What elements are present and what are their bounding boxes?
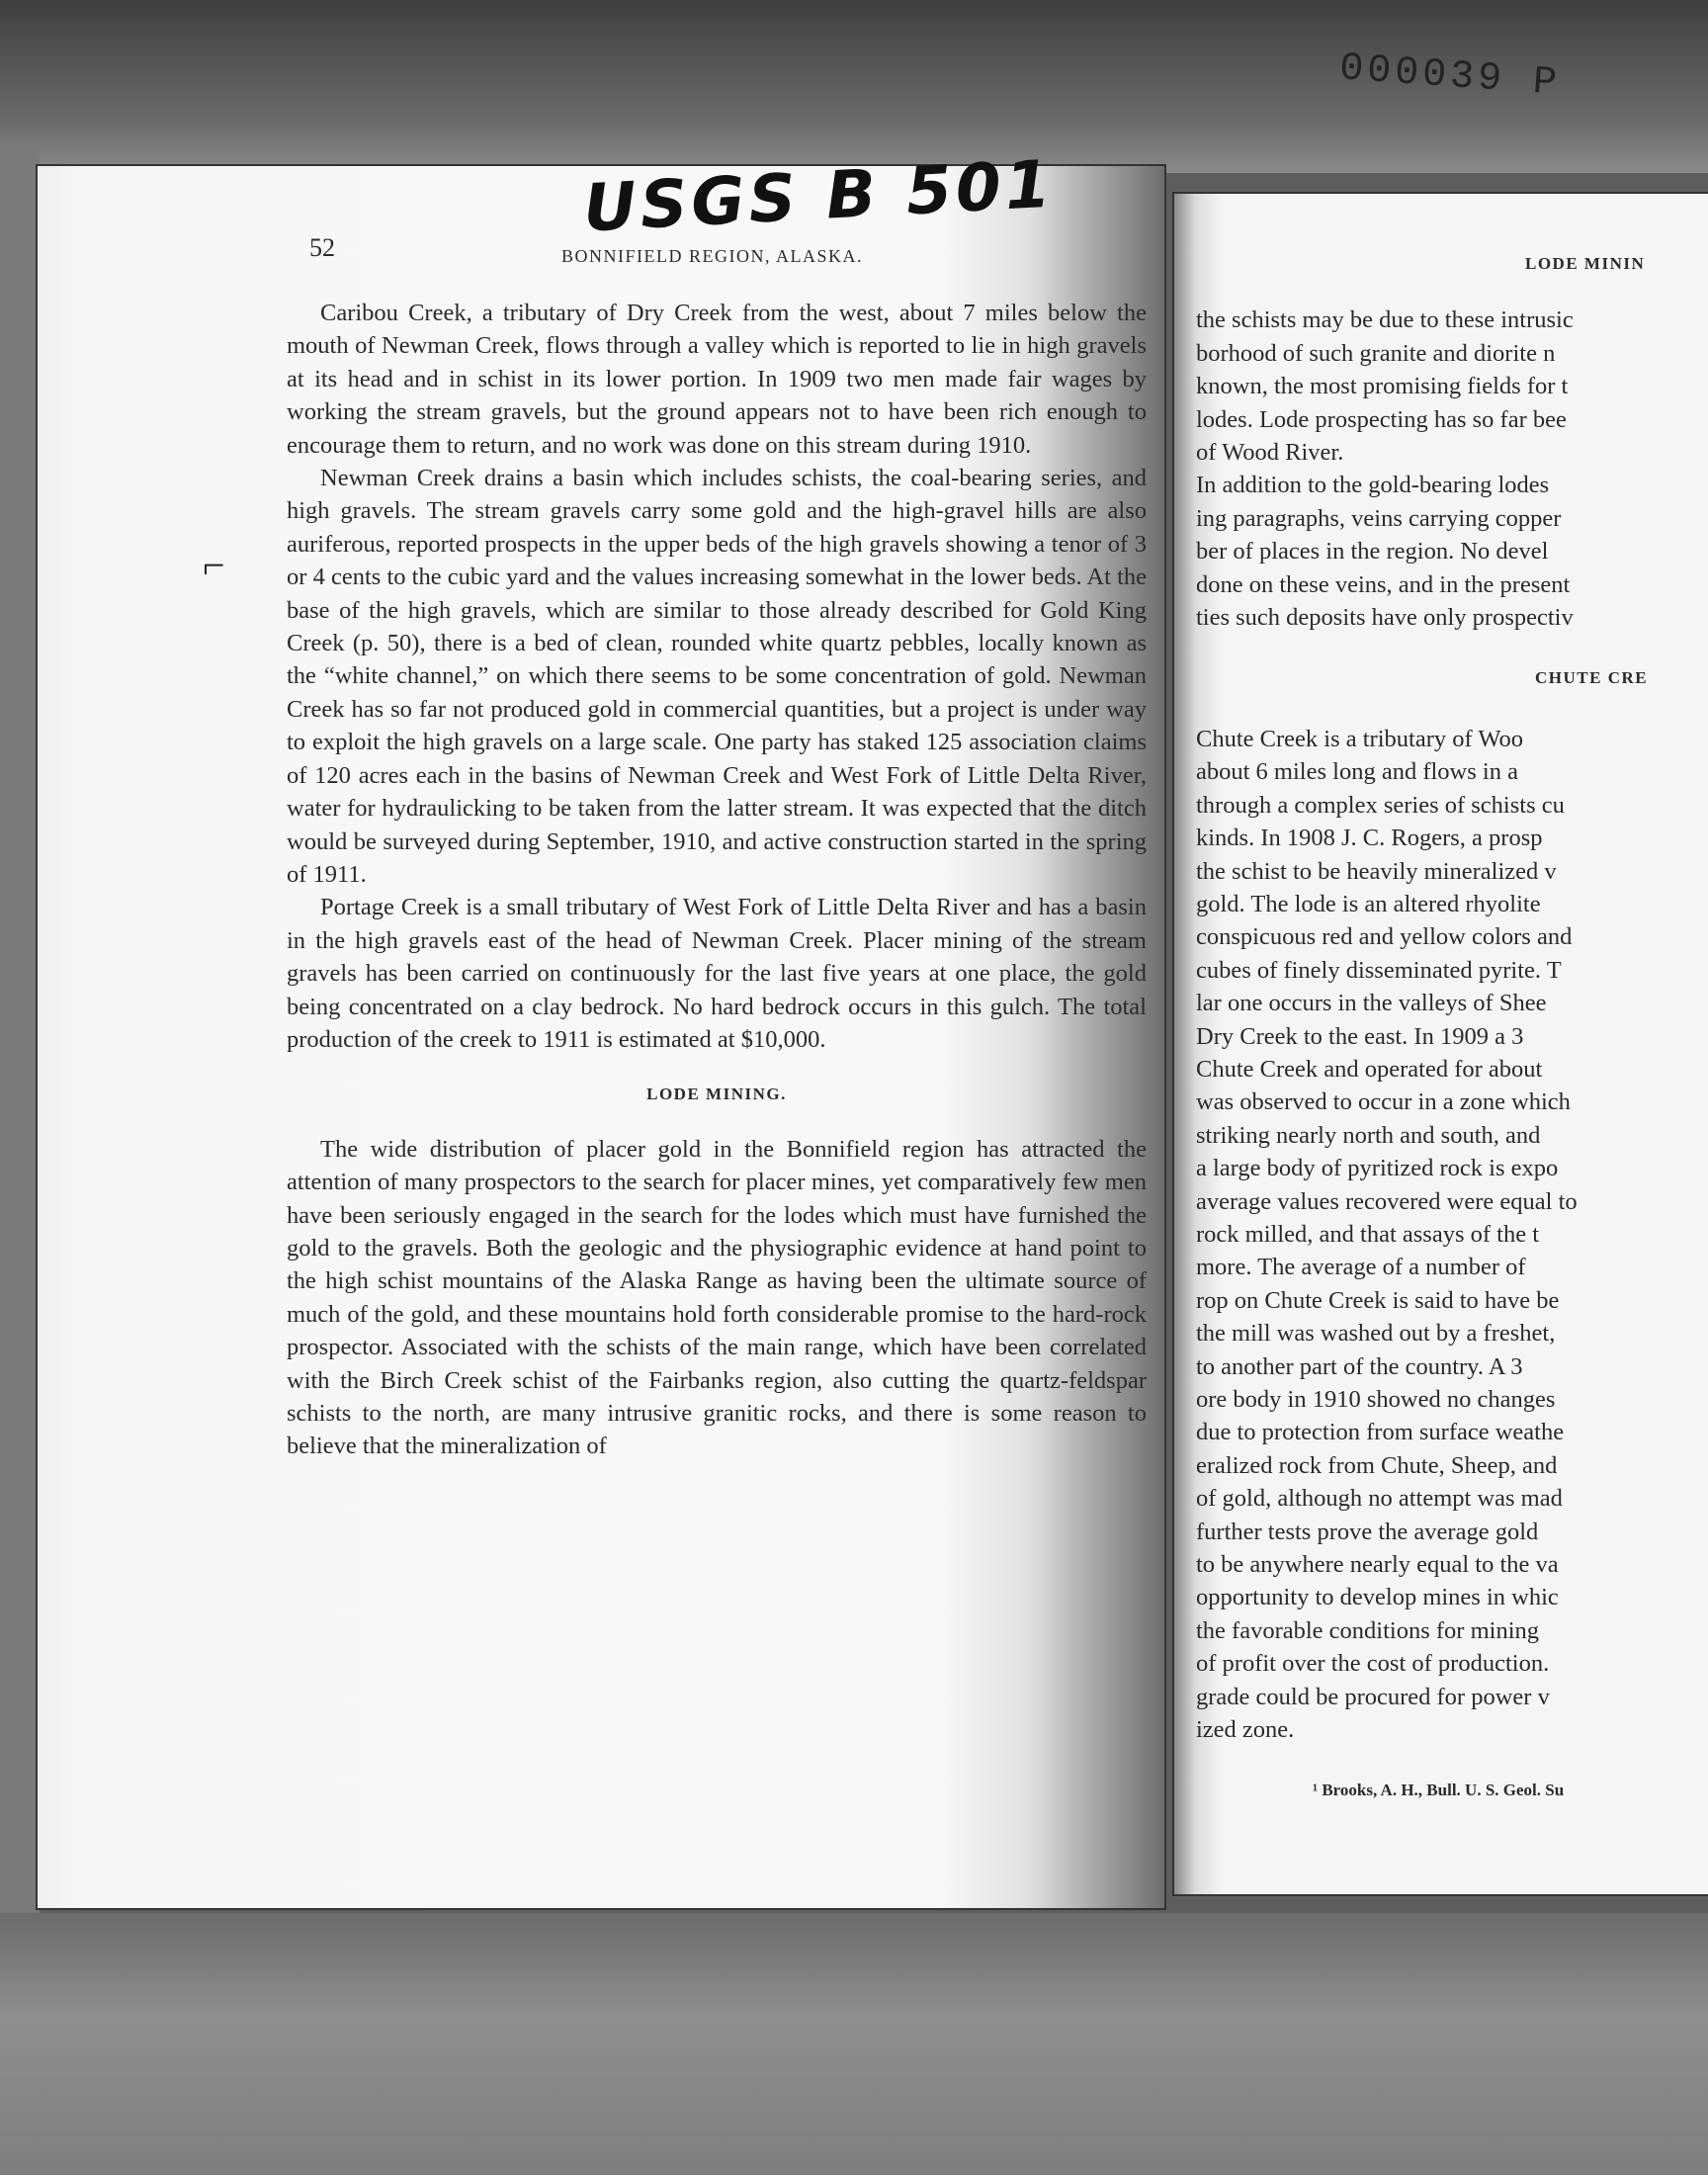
text-line: further tests prove the average gold xyxy=(1196,1518,1539,1545)
paragraph-newman-creek: Newman Creek drains a basin which includes schists, the coal-bearing series, and high gravels. The stream gravels carry some gold and the high-gravel hills are also auriferous, reported prospects in the upper beds of the high gravels showing a tenor of 3 or 4 cents to the cubic yard and the values increasing somewhat in the lower beds. At the base of the high gravels, which are similar to those already described for Gold King Creek (p. 50), there is a bed of clean, rounded white quartz pebbles, locally known as the “white channel,” on which there seems to be some concentration of gold. Newman Creek has so far not produced gold in commercial quantities, but a project is under way to exploit the high gravels on a large scale. One party has staked 125 association claims of 120 acres each in the basins of Newman Creek and West Fork of Little Delta River, water for hydraulicking to be taken from the latter stream. It was expected that the ditch would be surveyed during September, 1910, and active construction started in the spring of 1911. xyxy=(287,465,1147,888)
footnote: ¹ Brooks, A. H., Bull. U. S. Geol. Su xyxy=(1313,1781,1565,1800)
running-head: BONNIFIELD REGION, ALASKA. xyxy=(561,246,863,266)
text-line: done on these veins, and in the present xyxy=(1196,570,1571,598)
left-column-text xyxy=(287,297,1147,1463)
text-line: due to protection from surface weathe xyxy=(1196,1419,1565,1446)
right-column-text xyxy=(1196,247,1678,1807)
text-line: lar one occurs in the valleys of Shee xyxy=(1196,990,1547,1017)
section-heading-chute-creek: CHUTE CRE xyxy=(1535,668,1649,688)
text-line: of gold, although no attempt was mad xyxy=(1196,1485,1563,1513)
text-line: Chute Creek and operated for about xyxy=(1196,1055,1543,1083)
text-line: more. The average of a number of xyxy=(1196,1254,1526,1281)
page-number: 52 xyxy=(309,233,335,262)
text-line: gold. The lode is an altered rhyolite xyxy=(1196,890,1541,917)
text-line: eralized rock from Chute, Sheep, and xyxy=(1196,1451,1558,1479)
text-line: to another part of the country. A 3 xyxy=(1196,1352,1523,1380)
right-page-clip xyxy=(1174,194,1678,1894)
text-line: borhood of such granite and diorite n xyxy=(1196,339,1556,367)
archive-stamp: 000039 P xyxy=(1337,46,1563,107)
right-lines-block-b xyxy=(1196,723,1678,1747)
scan-background-left xyxy=(0,148,40,1928)
text-line: was observed to occur in a zone which xyxy=(1196,1088,1571,1116)
paragraph-caribou-creek: Caribou Creek, a tributary of Dry Creek from the west, about 7 miles below the mouth of Newman Creek, flows through a valley which is reported to lie in high gravels at its head and in schist in its lower portion. In 1909 two men made fair wages by working the stream gravels, but the ground appears not to have been rich enough to encourage them to return, and no work was done on this stream during 1910. xyxy=(287,300,1147,459)
text-line: ized zone. xyxy=(1196,1716,1295,1744)
paragraph-lode-mining: The wide distribution of placer gold in the Bonnifield region has attracted the attention of many prospectors to the search for placer mines, yet comparatively few men have been seriously engaged in the search for the lodes which must have furnished the gold to the gravels. Both the geologic and the physiographic evidence at hand point to the high schist mountains of the Alaska Range as having been the ultimate source of much of the gold, and these mountains hold forth considerable promise to the hard-rock prospector. Associated with the schists of the main range, which have been correlated with the Birch Creek schist of the Fairbanks region, also cutting the quartz-feldspar schists to the north, are many intrusive granitic rocks, and there is some reason to believe that the mineralization of xyxy=(287,1135,1147,1460)
section-heading-lode-mining: LODE MINING. xyxy=(646,1085,787,1104)
text-line: the mill was washed out by a freshet, xyxy=(1196,1320,1556,1348)
text-line: Dry Creek to the east. In 1909 a 3 xyxy=(1196,1022,1524,1050)
text-line: ties such deposits have only prospectiv xyxy=(1196,604,1574,632)
text-line: about 6 miles long and flows in a xyxy=(1196,758,1518,786)
text-line: rock milled, and that assays of the t xyxy=(1196,1220,1539,1248)
right-running-head: LODE MININ xyxy=(1525,254,1646,273)
text-line: ing paragraphs, veins carrying copper xyxy=(1196,504,1562,532)
text-line: a large body of pyritized rock is expo xyxy=(1196,1155,1559,1182)
text-line: cubes of finely disseminated pyrite. T xyxy=(1196,956,1562,984)
text-line: grade could be procured for power v xyxy=(1196,1683,1550,1710)
text-line: In addition to the gold-bearing lodes xyxy=(1196,472,1550,499)
paragraph-portage-creek: Portage Creek is a small tributary of West Fork of Little Delta River and has a basin in the high gravels east of the head of Newman Creek. Placer mining of the stream gravels has been carried on continuously for the last five years at one place, the gold being concentrated on a clay bedrock. No hard bedrock occurs in this gulch. The total production of the creek to 1911 is estimated at $10,000. xyxy=(287,894,1147,1053)
text-line: average values recovered were equal to xyxy=(1196,1187,1578,1215)
text-line: of profit over the cost of production. xyxy=(1196,1650,1550,1678)
text-line: through a complex series of schists cu xyxy=(1196,791,1565,819)
text-line: known, the most promising fields for t xyxy=(1196,373,1569,400)
text-line: striking nearly north and south, and xyxy=(1196,1121,1541,1149)
text-line: lodes. Lode prospecting has so far bee xyxy=(1196,405,1567,433)
text-line: to be anywhere nearly equal to the va xyxy=(1196,1551,1559,1579)
text-line: conspicuous red and yellow colors and xyxy=(1196,923,1573,951)
scan-background-bottom xyxy=(0,1913,1708,2175)
text-line: the schist to be heavily mineralized v xyxy=(1196,857,1557,885)
handwritten-note: USGS B 501 xyxy=(581,145,1057,247)
text-line: ber of places in the region. No devel xyxy=(1196,538,1549,566)
text-line: of Wood River. xyxy=(1196,439,1344,467)
text-line: the schists may be due to these intrusic xyxy=(1196,306,1574,334)
text-line: Chute Creek is a tributary of Woo xyxy=(1196,725,1523,752)
text-line: kinds. In 1908 J. C. Rogers, a prosp xyxy=(1196,825,1543,852)
text-line: rop on Chute Creek is said to have be xyxy=(1196,1286,1560,1314)
right-lines-block-a xyxy=(1196,304,1678,634)
margin-mark: ⌐ xyxy=(203,543,225,587)
text-line: ore body in 1910 showed no changes xyxy=(1196,1386,1556,1413)
text-line: the favorable conditions for mining xyxy=(1196,1616,1539,1644)
text-line: opportunity to develop mines in whic xyxy=(1196,1584,1559,1611)
